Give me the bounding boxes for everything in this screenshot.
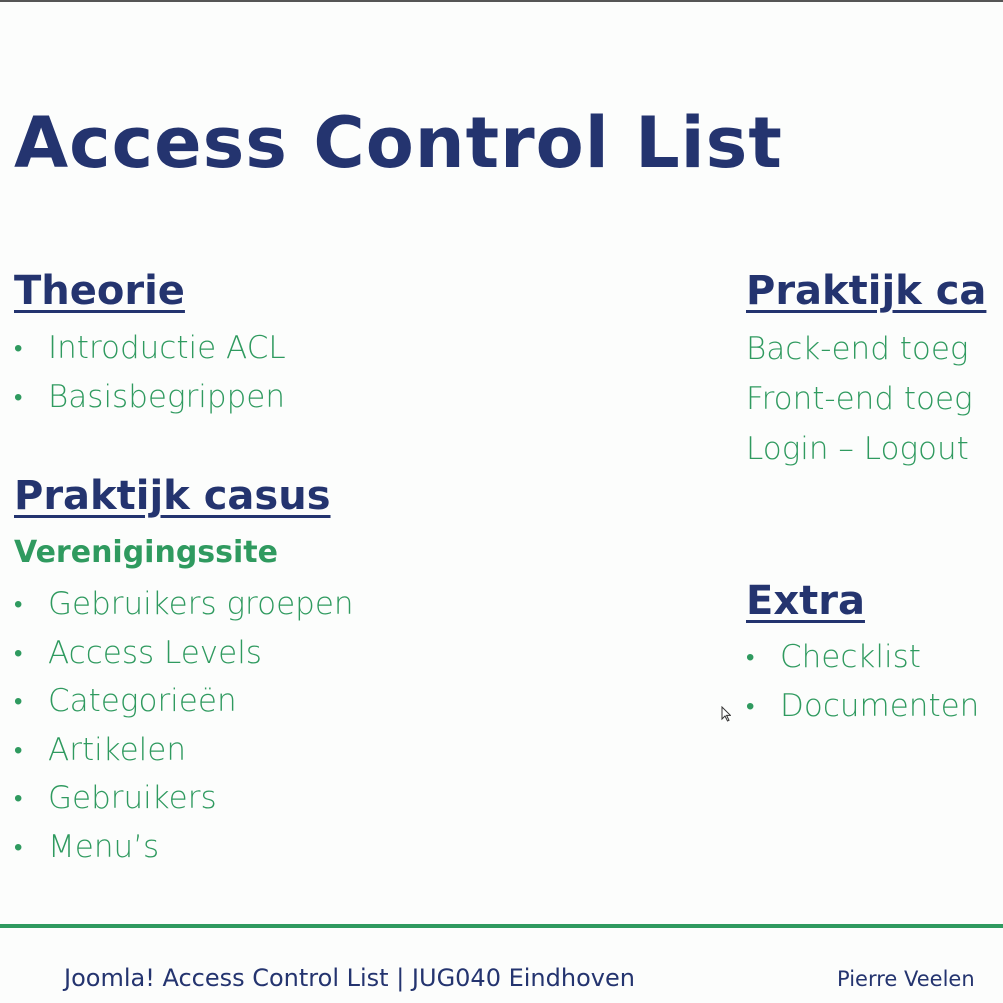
bullet-icon: • <box>746 691 755 720</box>
list-item <box>14 373 286 422</box>
list-item-label: Documenten <box>780 687 980 724</box>
bullet-icon: • <box>14 735 23 764</box>
bullet-icon: • <box>746 643 755 671</box>
bullet-icon: • <box>14 784 23 812</box>
theory-list <box>14 324 286 421</box>
bullet-icon: • <box>14 832 23 861</box>
list-item <box>14 823 354 872</box>
list-item: Front-end toeg <box>746 381 973 417</box>
case-heading: Praktijk casus <box>14 473 331 519</box>
list-item-label: Basisbegrippen <box>48 378 285 415</box>
practice-heading-right: Praktijk ca <box>746 268 987 314</box>
footer-author: Pierre Veelen <box>837 967 975 991</box>
mouse-cursor-icon <box>721 706 731 722</box>
list-item <box>14 580 354 629</box>
list-item-label: Menu’s <box>48 828 160 865</box>
list-item <box>14 774 354 823</box>
bullet-icon: • <box>14 590 23 618</box>
footer-divider <box>0 924 1003 928</box>
extra-list <box>746 633 979 730</box>
list-item-label: Access Levels <box>48 634 262 671</box>
list-item <box>14 677 354 726</box>
list-item-label: Artikelen <box>48 731 186 768</box>
list-item <box>14 629 354 678</box>
footer-title: Joomla! Access Control List | JUG040 Eindhoven <box>64 964 635 992</box>
practice-list-right <box>746 324 973 474</box>
list-item-label: Categorieën <box>48 683 237 719</box>
list-item-label: Introductie ACL <box>48 330 286 366</box>
list-item: Login – Logout <box>746 431 969 467</box>
list-item: Back-end toeg <box>746 331 969 367</box>
list-item-label: Checklist <box>780 639 921 675</box>
bullet-icon: • <box>14 638 23 667</box>
slide-title: Access Control List <box>14 102 783 184</box>
list-item <box>14 726 354 775</box>
list-item <box>746 682 979 731</box>
case-subheading: Verenigingssite <box>14 535 278 570</box>
case-list <box>14 580 354 871</box>
extra-heading: Extra <box>746 578 865 624</box>
list-item-label: Gebruikers groepen <box>48 586 354 622</box>
bullet-icon: • <box>14 382 23 411</box>
list-item <box>14 324 286 373</box>
bullet-icon: • <box>14 687 23 715</box>
list-item-label: Gebruikers <box>48 780 217 816</box>
bullet-icon: • <box>14 334 23 362</box>
list-item <box>746 633 979 682</box>
theory-heading: Theorie <box>14 268 185 314</box>
